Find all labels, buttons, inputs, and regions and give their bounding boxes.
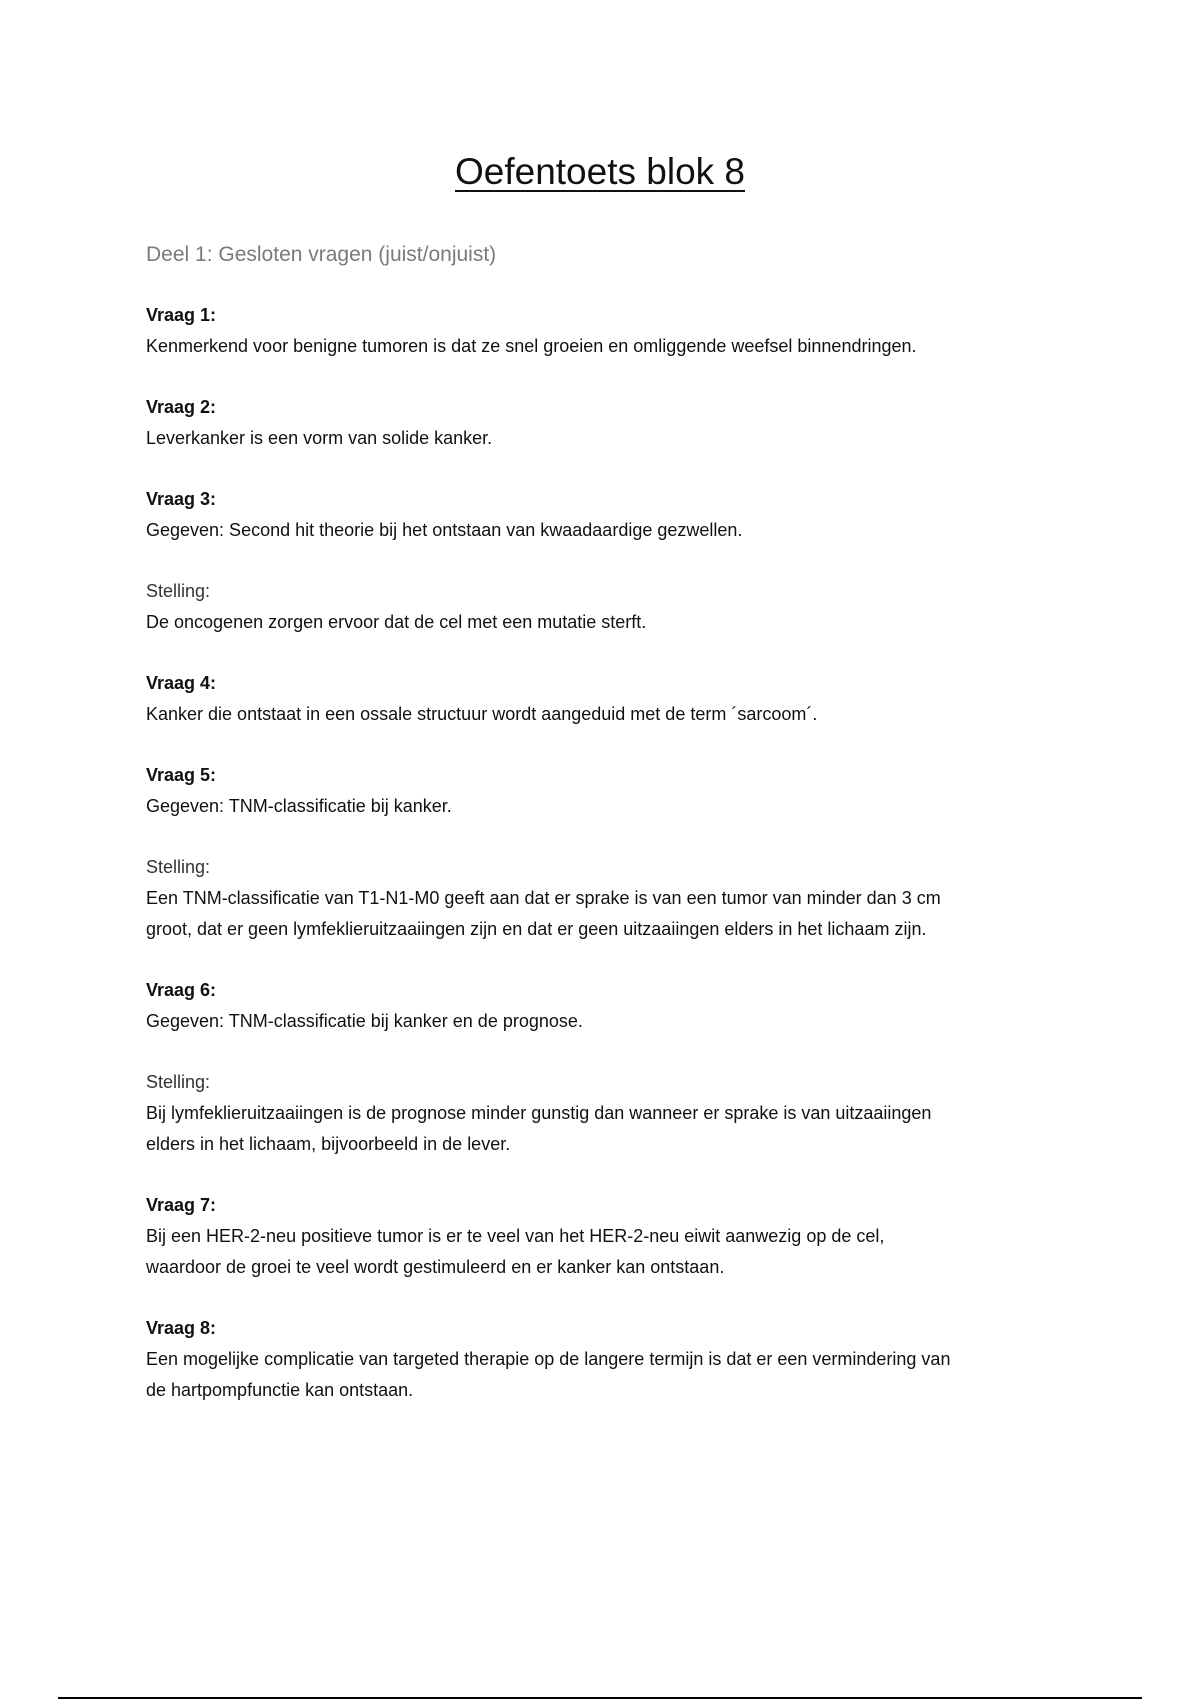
- question-text: Leverkanker is een vorm van solide kanker.: [146, 428, 493, 448]
- page-bottom-rule: [58, 1697, 1142, 1699]
- question-label: Vraag 1:: [146, 305, 217, 325]
- question-5-statement: [146, 852, 1076, 945]
- question-label: Vraag 2:: [146, 397, 217, 417]
- question-label: Vraag 7:: [146, 1195, 217, 1215]
- statement-text: Een TNM-classificatie van T1-N1-M0 geeft aan dat er sprake is van een tumor van minder dan 3 cm: [146, 888, 941, 908]
- question-4: [146, 668, 1076, 730]
- statement-text: De oncogenen zorgen ervoor dat de cel met een mutatie sterft.: [146, 612, 647, 632]
- question-3-statement: [146, 576, 1076, 638]
- question-7: [146, 1190, 1076, 1283]
- question-text: de hartpompfunctie kan ontstaan.: [146, 1380, 414, 1400]
- question-label: Vraag 3:: [146, 489, 217, 509]
- question-label: Vraag 8:: [146, 1318, 217, 1338]
- statement-text: elders in het lichaam, bijvoorbeeld in de lever.: [146, 1134, 511, 1154]
- question-given: Gegeven: Second hit theorie bij het ontstaan van kwaadaardige gezwellen.: [146, 520, 743, 540]
- question-2: [146, 392, 1076, 454]
- statement-label: Stelling:: [146, 857, 211, 877]
- statement-text: Bij lymfeklieruitzaaiingen is de prognose minder gunstig dan wanneer er sprake is van uitzaaiingen: [146, 1103, 932, 1123]
- statement-label: Stelling:: [146, 1072, 211, 1092]
- question-text: Kanker die ontstaat in een ossale structuur wordt aangeduid met de term ´sarcoom´.: [146, 704, 818, 724]
- question-given: Gegeven: TNM-classificatie bij kanker en de prognose.: [146, 1011, 583, 1031]
- question-text: waardoor de groei te veel wordt gestimuleerd en er kanker kan ontstaan.: [146, 1257, 725, 1277]
- question-label: Vraag 4:: [146, 673, 217, 693]
- statement-text: groot, dat er geen lymfeklieruitzaaiingen zijn en dat er geen uitzaaiingen elders in het lichaam zijn.: [146, 919, 927, 939]
- question-6-statement: [146, 1067, 1076, 1160]
- question-label: Vraag 5:: [146, 765, 217, 785]
- statement-label: Stelling:: [146, 581, 211, 601]
- section-heading: Deel 1: Gesloten vragen (juist/onjuist): [146, 243, 497, 266]
- page-title: Oefentoets blok 8: [454, 151, 746, 192]
- question-given: Gegeven: TNM-classificatie bij kanker.: [146, 796, 452, 816]
- question-5: [146, 760, 1076, 822]
- question-3: [146, 484, 1076, 546]
- question-text: Een mogelijke complicatie van targeted therapie op de langere termijn is dat er een vermindering van: [146, 1349, 951, 1369]
- question-6: [146, 975, 1076, 1037]
- document-content: [146, 240, 1076, 1436]
- question-8: [146, 1313, 1076, 1406]
- question-text: Kenmerkend voor benigne tumoren is dat ze snel groeien en omliggende weefsel binnendringen.: [146, 336, 917, 356]
- question-label: Vraag 6:: [146, 980, 217, 1000]
- question-1: [146, 300, 1076, 362]
- question-text: Bij een HER-2-neu positieve tumor is er te veel van het HER-2-neu eiwit aanwezig op de cel,: [146, 1226, 885, 1246]
